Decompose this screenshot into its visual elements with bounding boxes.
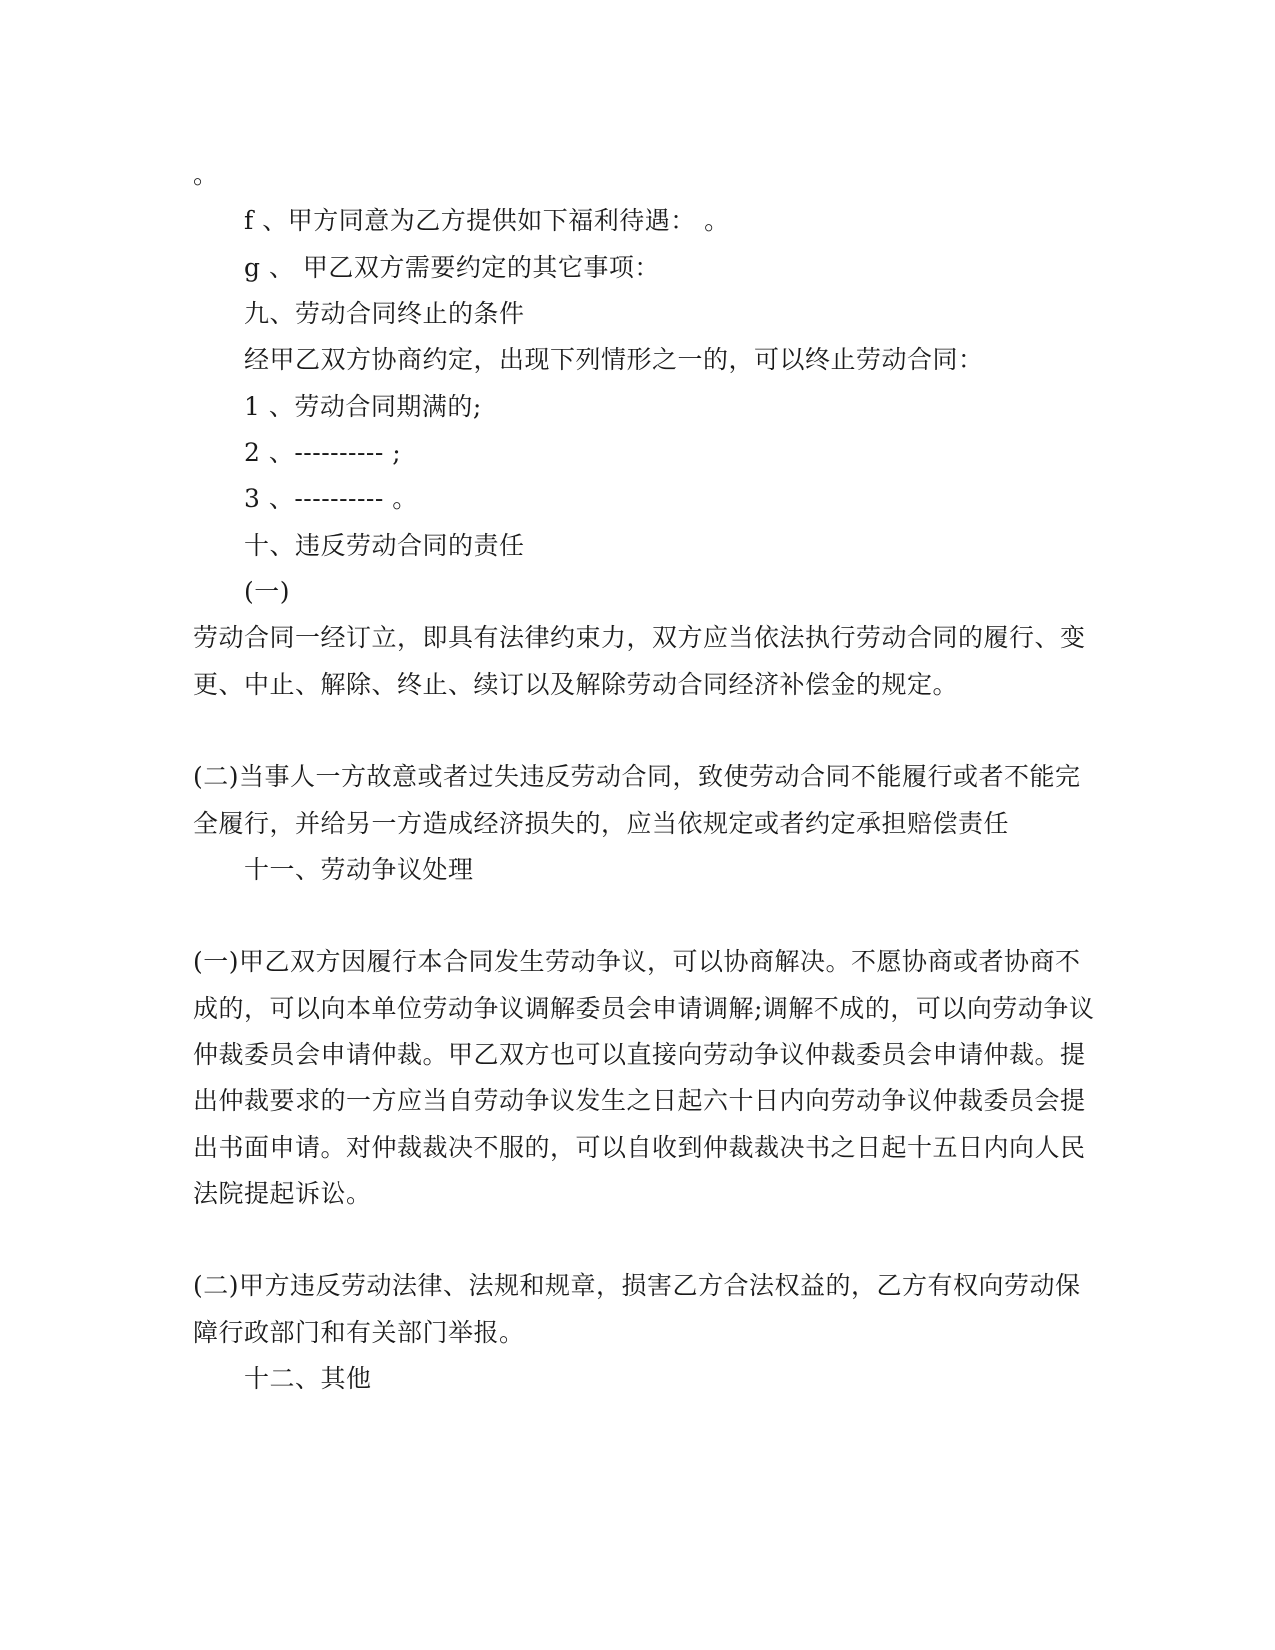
- text-line: 成的，可以向本单位劳动争议调解委员会申请调解;调解不成的，可以向劳动争议: [193, 994, 1095, 1023]
- section-heading: 九、劳动合同终止的条件: [244, 299, 525, 328]
- text-line: 出书面申请。对仲裁裁决不服的，可以自收到仲裁裁决书之日起十五日内向人民: [193, 1133, 1086, 1162]
- text-line: 2 、---------- ;: [244, 438, 402, 467]
- text-line: (一)甲乙双方因履行本合同发生劳动争议，可以协商解决。不愿协商或者协商不: [193, 947, 1081, 976]
- text-line: (二)甲方违反劳动法律、法规和规章，损害乙方合法权益的，乙方有权向劳动保: [193, 1271, 1081, 1300]
- text-line: (一): [244, 577, 291, 606]
- text-line: 3 、---------- 。: [244, 484, 418, 513]
- section-heading: 十一、劳动争议处理: [244, 855, 474, 884]
- section-heading: 十二、其他: [244, 1364, 372, 1393]
- section-heading: 十、违反劳动合同的责任: [244, 531, 525, 560]
- text-line: 。: [193, 160, 219, 189]
- text-line: 更、中止、解除、终止、续订以及解除劳动合同经济补偿金的规定。: [193, 670, 959, 699]
- text-line: 出仲裁要求的一方应当自劳动争议发生之日起六十日内向劳动争议仲裁委员会提: [193, 1086, 1086, 1115]
- text-line: 障行政部门和有关部门举报。: [193, 1318, 525, 1347]
- text-line: 仲裁委员会申请仲裁。甲乙双方也可以直接向劳动争议仲裁委员会申请仲裁。提: [193, 1040, 1086, 1069]
- text-line: 1 、劳动合同期满的;: [244, 392, 482, 421]
- text-line: 法院提起诉讼。: [193, 1179, 372, 1208]
- text-line: f 、甲方同意为乙方提供如下福利待遇： 。: [244, 206, 730, 235]
- text-line: (二)当事人一方故意或者过失违反劳动合同，致使劳动合同不能履行或者不能完: [193, 762, 1081, 791]
- text-line: 经甲乙双方协商约定，出现下列情形之一的，可以终止劳动合同：: [244, 345, 984, 374]
- text-line: 劳动合同一经订立，即具有法律约束力，双方应当依法执行劳动合同的履行、变: [193, 623, 1086, 652]
- text-line: g 、 甲乙双方需要约定的其它事项：: [244, 253, 660, 282]
- text-line: 全履行，并给另一方造成经济损失的，应当依规定或者约定承担赔偿责任: [193, 809, 1010, 838]
